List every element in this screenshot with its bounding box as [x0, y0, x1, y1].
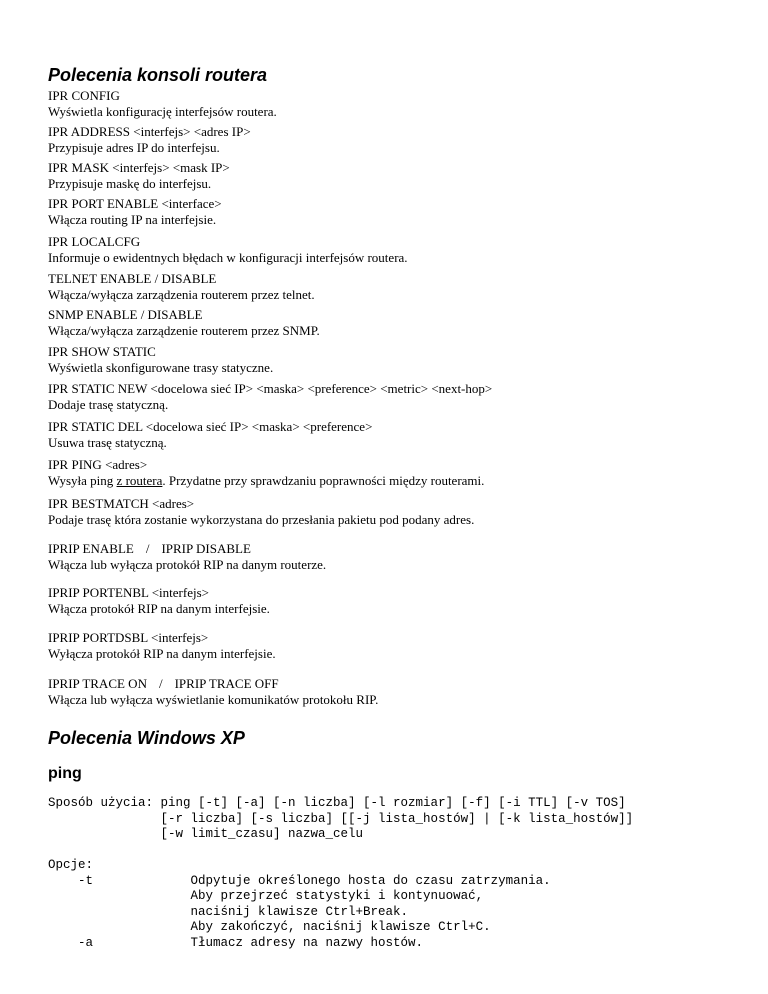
command-text: IPR SHOW STATIC	[48, 344, 156, 359]
command-entry	[48, 457, 484, 489]
command-entry	[48, 271, 315, 303]
command-text: IPR ADDRESS <interfejs> <adres IP>	[48, 124, 251, 139]
section-title-router-console: Polecenia konsoli routera	[48, 65, 268, 85]
command-text	[48, 676, 378, 692]
command-entry	[48, 160, 230, 192]
command-entry	[48, 630, 276, 662]
command-separator: /	[158, 676, 163, 691]
command-text	[48, 541, 326, 557]
command-entry	[48, 344, 273, 376]
command-entry	[48, 88, 277, 120]
code-line: Aby zakończyć, naciśnij klawisze Ctrl+C.	[48, 920, 491, 934]
command-entry	[48, 234, 408, 266]
command-description: Wyświetla skonfigurowane trasy statyczne.	[48, 360, 274, 375]
ping-usage-code-block	[48, 796, 633, 951]
command-option-b: IPRIP TRACE OFF	[174, 676, 279, 691]
code-line: Sposób użycia: ping [-t] [-a] [-n liczba] [-l rozmiar] [-f] [-i TTL] [-v TOS]	[48, 796, 626, 810]
command-description: Włącza protokół RIP na danym interfejsie.	[48, 601, 270, 616]
code-line: -a Tłumacz adresy na nazwy hostów.	[48, 935, 424, 950]
command-option-a: IPRIP ENABLE	[48, 541, 134, 556]
command-text: IPR CONFIG	[48, 88, 120, 103]
command-entry	[48, 124, 251, 156]
code-line: [-r liczba] [-s liczba] [[-j lista_hostów] | [-k lista_hostów]]	[48, 811, 634, 826]
command-entry	[48, 419, 372, 451]
subsection-title-ping: ping	[48, 765, 82, 782]
command-option-a: IPRIP TRACE ON	[48, 676, 147, 691]
command-description	[48, 473, 484, 489]
command-description: Przypisuje maskę do interfejsu.	[48, 176, 212, 191]
command-description: Włącza/wyłącza zarządzenie routerem przez SNMP.	[48, 323, 320, 338]
command-text: IPR PORT ENABLE <interface>	[48, 196, 222, 211]
command-description: Włącza routing IP na interfejsie.	[48, 212, 217, 227]
command-separator: /	[145, 541, 150, 556]
code-line: naciśnij klawisze Ctrl+Break.	[48, 904, 409, 919]
command-description: Przypisuje adres IP do interfejsu.	[48, 140, 220, 155]
command-description: Włącza lub wyłącza protokół RIP na danym routerze.	[48, 557, 327, 572]
command-description: Włącza lub wyłącza wyświetlanie komunikatów protokołu RIP.	[48, 692, 379, 707]
code-line: Aby przejrzeć statystyki i kontynuować,	[48, 889, 484, 903]
code-line: [-w limit_czasu] nazwa_celu	[48, 827, 364, 841]
command-text: SNMP ENABLE / DISABLE	[48, 307, 203, 322]
description-text: Wysyła ping	[48, 473, 117, 488]
code-line	[48, 843, 633, 859]
command-description: Informuje o ewidentnych błędach w konfiguracji interfejsów routera.	[48, 250, 408, 265]
command-entry	[48, 496, 474, 528]
command-text: IPR STATIC DEL <docelowa sieć IP> <maska> <preference>	[48, 419, 373, 434]
command-entry	[48, 585, 270, 617]
command-description: Wyświetla konfigurację interfejsów routera.	[48, 104, 277, 119]
command-description: Wyłącza protokół RIP na danym interfejsie.	[48, 646, 276, 661]
command-entry	[48, 541, 326, 573]
command-text: IPR LOCALCFG	[48, 234, 141, 249]
command-description: Podaje trasę która zostanie wykorzystana do przesłania pakietu pod podany adres.	[48, 512, 475, 527]
command-entry	[48, 676, 378, 708]
command-text: IPRIP PORTDSBL <interfejs>	[48, 630, 209, 645]
command-entry	[48, 196, 222, 228]
command-text: IPR STATIC NEW <docelowa sieć IP> <maska> <preference> <metric> <next-hop>	[48, 381, 493, 396]
command-description: Dodaje trasę statyczną.	[48, 397, 169, 412]
command-entry	[48, 381, 492, 413]
command-text: IPR PING <adres>	[48, 457, 148, 472]
section-title-windows-xp: Polecenia Windows XP	[48, 728, 245, 748]
command-text: IPRIP PORTENBL <interfejs>	[48, 585, 209, 600]
command-entry	[48, 307, 320, 339]
code-line: -t Odpytuje określonego hosta do czasu zatrzymania.	[48, 873, 551, 888]
command-text: IPR MASK <interfejs> <mask IP>	[48, 160, 230, 175]
underlined-phrase: z routera	[116, 473, 163, 488]
code-line: Opcje:	[48, 858, 94, 872]
command-description: Włącza/wyłącza zarządzenia routerem przez telnet.	[48, 287, 315, 302]
command-option-b: IPRIP DISABLE	[161, 541, 251, 556]
command-text: TELNET ENABLE / DISABLE	[48, 271, 217, 286]
command-text: IPR BESTMATCH <adres>	[48, 496, 195, 511]
description-text: . Przydatne przy sprawdzaniu poprawności między routerami.	[162, 473, 485, 488]
command-description: Usuwa trasę statyczną.	[48, 435, 167, 450]
